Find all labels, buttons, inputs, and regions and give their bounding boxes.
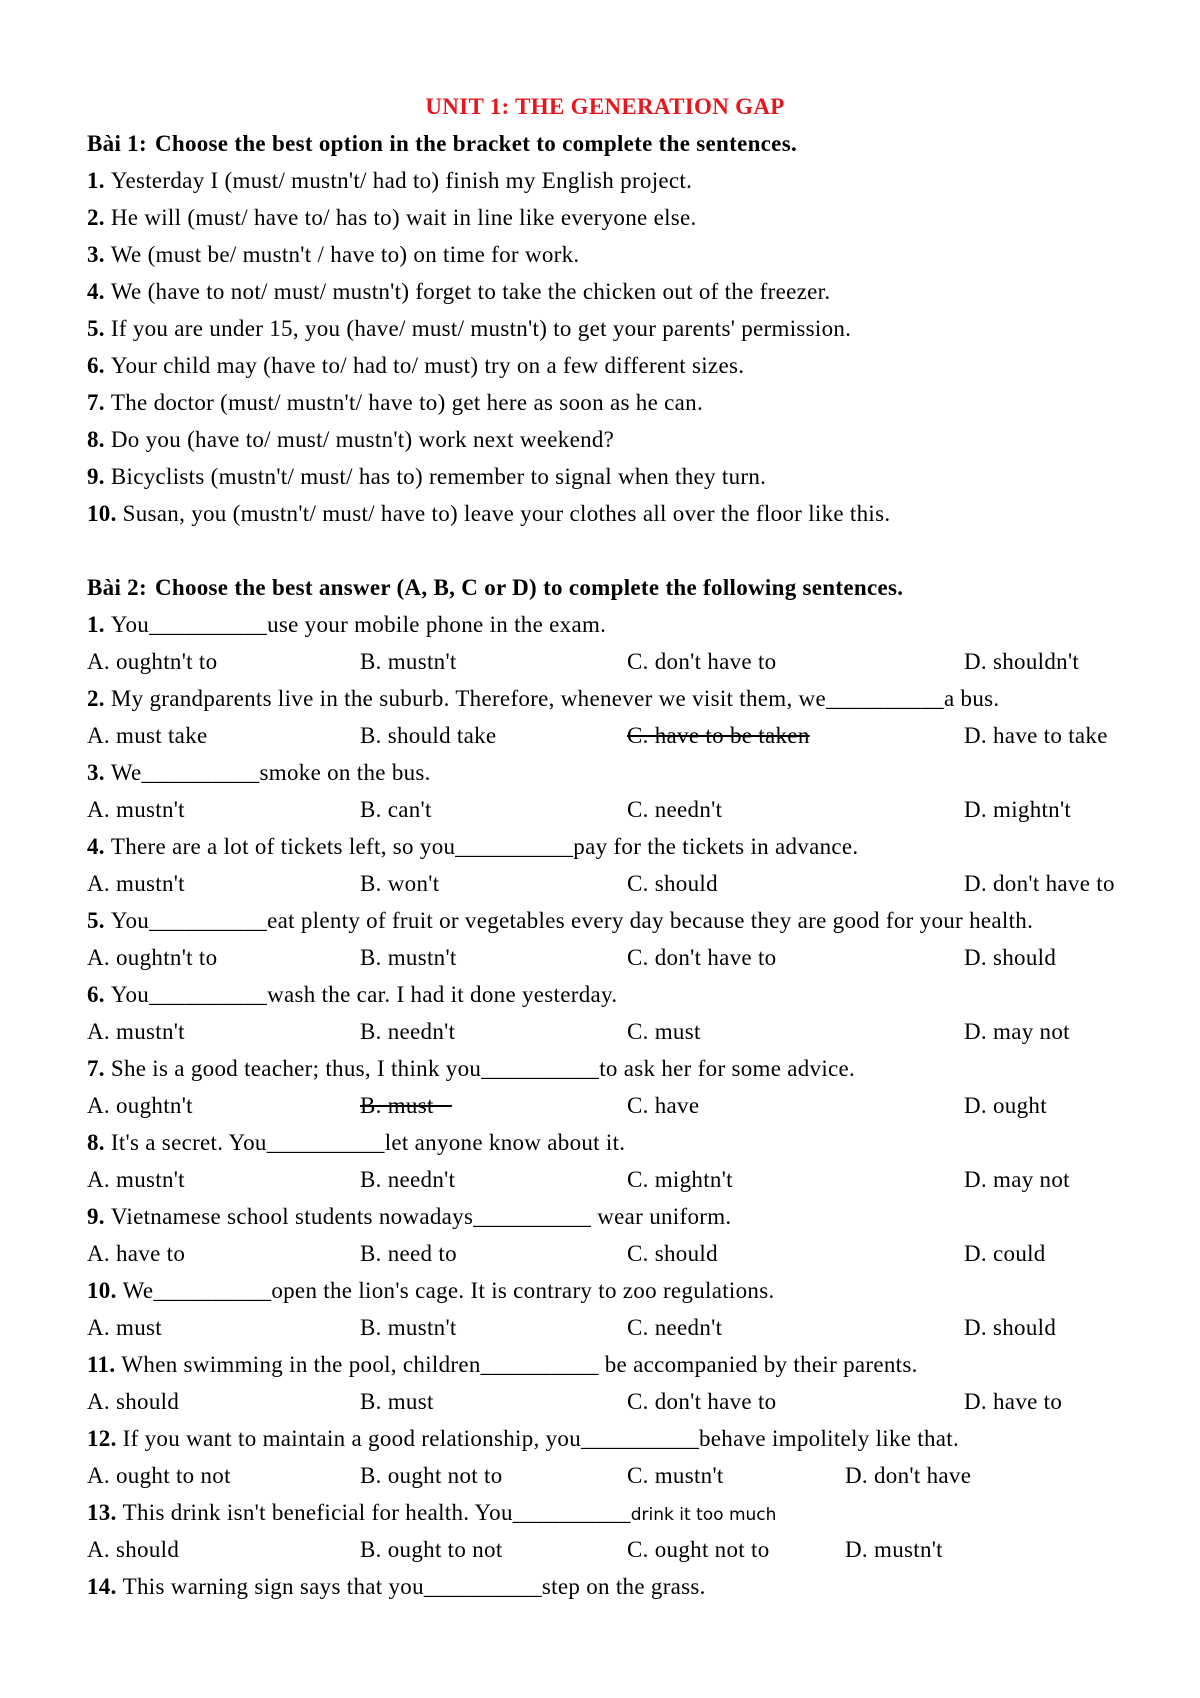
option-c: C. needn't [627,1315,723,1340]
question-number: 6. [87,982,105,1007]
question-number: 9. [87,1204,105,1229]
question-number: 7. [87,1056,105,1081]
question-text: My grandparents live in the suburb. Therefore, whenever we visit them, we__________a bus. [110,686,1000,711]
option-c: C. don't have to [627,649,777,674]
question-text: There are a lot of tickets left, so you__________pay for the tickets in advance. [110,834,859,859]
question-text: We__________smoke on the bus. [110,760,431,785]
option-a: A. oughtn't to [87,649,218,674]
option-b: B. need to [360,1241,457,1266]
question-number: 14. [87,1574,117,1599]
exercise-1-item [0,458,1200,495]
exercise-1-item [0,347,1200,384]
question-number: 4. [87,834,105,859]
option-b: B. needn't [360,1167,456,1192]
exercise-2-instruction: Choose the best answer (A, B, C or D) to complete the following sentences. [154,575,904,600]
option-d: D. mightn't [964,797,1072,822]
answer-options [0,1161,1200,1198]
option-d: D. have to [964,1389,1063,1414]
item-text: Your child may (have to/ had to/ must) try on a few different sizes. [110,353,745,378]
item-text: Susan, you (mustn't/ must/ have to) leave your clothes all over the floor like this. [122,501,891,526]
option-c: C. mustn't [627,1463,724,1488]
option-c: C. ought not to [627,1537,770,1562]
exercise-1-item [0,162,1200,199]
answer-options [0,1013,1200,1050]
question-line [0,1050,1200,1087]
exercise-1-item [0,273,1200,310]
exercise-1-heading [0,125,1200,162]
option-b: B. must [360,1389,434,1414]
question-text: Vietnamese school students nowadays__________ wear uniform. [110,1204,732,1229]
option-c: C. needn't [627,797,723,822]
question-text: We__________open the lion's cage. It is contrary to zoo regulations. [122,1278,775,1303]
item-text: We (have to not/ must/ mustn't) forget to take the chicken out of the freezer. [110,279,831,304]
question-text: If you want to maintain a good relationship, you__________behave impolitely like that. [122,1426,960,1451]
exercise-1-instruction: Choose the best option in the bracket to complete the sentences. [154,131,797,156]
question-number: 8. [87,1130,105,1155]
item-text: Do you (have to/ must/ mustn't) work next weekend? [110,427,615,452]
option-d: D. have to take [964,723,1108,748]
option-c: C. should [627,871,718,896]
option-d: D. mustn't [845,1537,943,1562]
answer-options [0,1457,1200,1494]
item-number: 7. [87,390,105,415]
option-b: B. won't [360,871,440,896]
question-number: 11. [87,1352,116,1377]
option-d: D. shouldn't [964,649,1080,674]
answer-options [0,791,1200,828]
question-line [0,902,1200,939]
option-a: A. mustn't [87,1167,185,1192]
answer-options [0,1309,1200,1346]
item-text: If you are under 15, you (have/ must/ mustn't) to get your parents' permission. [110,316,852,341]
exercise-1-item [0,495,1200,532]
question-line [0,976,1200,1013]
answer-options [0,865,1200,902]
question-line [0,1346,1200,1383]
question-line [0,754,1200,791]
option-b: B. mustn't [360,1315,457,1340]
answer-options [0,643,1200,680]
question-text: She is a good teacher; thus, I think you__________to ask her for some advice. [110,1056,856,1081]
item-text: We (must be/ mustn't / have to) on time for work. [110,242,580,267]
item-number: 8. [87,427,105,452]
question-text: You__________use your mobile phone in the exam. [110,612,607,637]
question-text: You__________wash the car. I had it done yesterday. [110,982,618,1007]
option-a: A. oughtn't [87,1093,193,1118]
option-c: C. must [627,1019,701,1044]
question-number: 2. [87,686,105,711]
option-a: A. should [87,1389,180,1414]
option-a: A. must take [87,723,208,748]
option-a: A. should [87,1537,180,1562]
answer-options [0,1383,1200,1420]
question-text: When swimming in the pool, children__________ be accompanied by their parents. [121,1352,918,1377]
option-c: C. have [627,1093,700,1118]
option-a: A. mustn't [87,797,185,822]
option-d: D. don't have [845,1463,972,1488]
option-b: B. can't [360,797,432,822]
question-line [0,1272,1200,1309]
option-d: D. should [964,945,1057,970]
question-line [0,1420,1200,1457]
option-d: D. may not [964,1167,1070,1192]
question-line [0,1198,1200,1235]
option-c: C. should [627,1241,718,1266]
item-number: 3. [87,242,105,267]
option-a: A. have to [87,1241,186,1266]
exercise-1-item [0,236,1200,273]
question-text: This warning sign says that you__________step on the grass. [122,1574,706,1599]
answer-options [0,939,1200,976]
item-number: 5. [87,316,105,341]
answer-options [0,717,1200,754]
option-d: D. could [964,1241,1046,1266]
option-b: B. mustn't [360,945,457,970]
question-number: 12. [87,1426,117,1451]
option-d: D. may not [964,1019,1070,1044]
question-number: 3. [87,760,105,785]
question-number: 5. [87,908,105,933]
option-c: C. mightn't [627,1167,733,1192]
question-number: 13. [87,1500,117,1525]
item-text: Yesterday I (must/ mustn't/ had to) finish my English project. [110,168,693,193]
answer-options [0,1531,1200,1568]
option-a: A. must [87,1315,162,1340]
item-number: 6. [87,353,105,378]
question-number: 1. [87,612,105,637]
item-number: 4. [87,279,105,304]
option-b: B. mustn't [360,649,457,674]
question-line [0,1568,1200,1605]
option-b: B. ought to not [360,1537,503,1562]
question-number: 10. [87,1278,117,1303]
question-line [0,606,1200,643]
option-a: A. ought to not [87,1463,231,1488]
question-line [0,828,1200,865]
item-text: The doctor (must/ mustn't/ have to) get here as soon as he can. [110,390,703,415]
exercise-1-item [0,421,1200,458]
question-text: It's a secret. You__________let anyone know about it. [110,1130,626,1155]
exercise-1-item [0,310,1200,347]
option-d: D. ought [964,1093,1047,1118]
section-spacer [0,532,1200,569]
option-a: A. oughtn't to [87,945,218,970]
item-number: 9. [87,464,105,489]
option-b: B. needn't [360,1019,456,1044]
option-c: C. don't have to [627,945,777,970]
item-number: 2. [87,205,105,230]
exercise-1-item [0,384,1200,421]
answer-options [0,1087,1200,1124]
question-line [0,1494,1200,1531]
question-text: You__________eat plenty of fruit or vegetables every day because they are good for your health. [110,908,1034,933]
option-c: C. don't have to [627,1389,777,1414]
option-a: A. mustn't [87,871,185,896]
item-text: Bicyclists (mustn't/ must/ has to) remember to signal when they turn. [110,464,767,489]
option-a: A. mustn't [87,1019,185,1044]
option-c: C. have to be taken [627,723,810,748]
item-number: 1. [87,168,105,193]
option-b: B. ought not to [360,1463,503,1488]
unit-title: UNIT 1: THE GENERATION GAP [425,94,785,119]
exercise-1-item [0,199,1200,236]
option-b: B. must [360,1093,434,1118]
item-text: He will (must/ have to/ has to) wait in line like everyone else. [110,205,697,230]
option-b: B. should take [360,723,497,748]
question-line [0,680,1200,717]
question-line [0,1124,1200,1161]
question-text-tail: drink it too much [630,1505,777,1525]
exercise-2-label: Bài 2: [87,575,147,600]
item-number: 10. [87,501,117,526]
exercise-1-label: Bài 1: [87,131,147,156]
option-d: D. should [964,1315,1057,1340]
option-d: D. don't have to [964,871,1115,896]
question-text: This drink isn't beneficial for health. You__________ [122,1500,631,1525]
answer-options [0,1235,1200,1272]
exercise-2-heading [0,569,1200,606]
